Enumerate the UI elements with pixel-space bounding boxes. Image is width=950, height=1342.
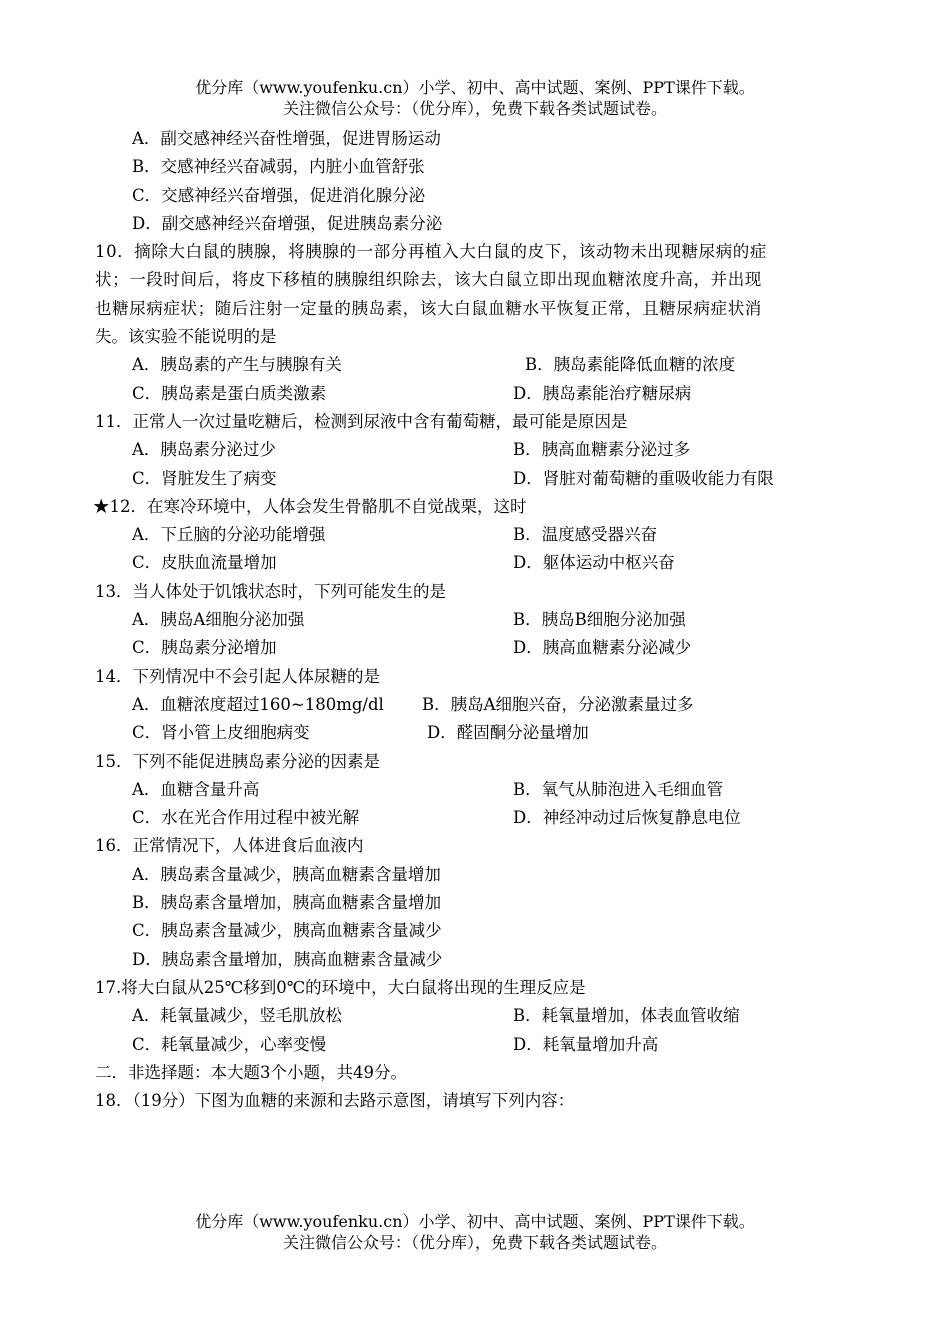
q13-options-row [95,634,857,662]
q11-options-row [95,436,857,464]
q15-option-a: A．血糖含量升高 [132,779,260,799]
q10-options-row [95,380,857,408]
q15-options-row [95,804,857,832]
q15-option-c: C．水在光合作用过程中被光解 [132,808,360,828]
q12-options-row [95,549,857,577]
q15-option-b: B．氧气从肺泡进入毛细血管 [513,779,724,799]
q11-option-c: C．肾脏发生了病变 [132,468,277,488]
q13-option-b: B．胰岛B细胞分泌加强 [513,610,686,630]
q10-stem-line: 状；一段时间后，将皮下移植的胰腺组织除去，该大白鼠立即出现血糖浓度升高，并出现 [95,270,762,290]
q13-option-c: C．胰岛素分泌增加 [132,638,277,658]
q10-option-c: C．胰岛素是蛋白质类激素 [132,383,327,403]
q9-option-d: D．副交感神经兴奋增强，促进胰岛素分泌 [132,213,443,233]
q13-option-d: D．胰高血糖素分泌减少 [513,638,692,658]
q12-option-c: C．皮肤血流量增加 [132,553,277,573]
q14-option-d: D．醛固酮分泌量增加 [427,723,589,743]
header-line-2: 关注微信公众号：（优分库），免费下载各类试题试卷。 [282,99,667,118]
q17-options-row [95,1002,857,1030]
q12-option-d: D．躯体运动中枢兴奋 [513,553,675,573]
q17-option-d: D．耗氧量增加升高 [513,1034,659,1054]
q14-option-c: C．肾小管上皮细胞病变 [132,723,310,743]
q14-options-row [95,691,857,719]
q15-stem: 15．下列不能促进胰岛素分泌的因素是 [95,751,380,771]
q10-stem-line: 10．摘除大白鼠的胰腺，将胰腺的一部分再植入大白鼠的皮下，该动物未出现糖尿病的症 [95,242,767,262]
q14-options-row [95,719,857,747]
q16-option-a: A．胰岛素含量减少，胰高血糖素含量增加 [132,864,441,884]
q14-option-b: B．胰岛A细胞兴奋，分泌激素量过多 [422,694,694,714]
q10-options-row [95,351,857,379]
q11-option-b: B．胰高血糖素分泌过多 [513,440,691,460]
q16-option-c: C．胰岛素含量减少，胰高血糖素含量减少 [132,921,442,941]
q16-option-d: D．胰岛素含量增加，胰高血糖素含量减少 [132,949,443,969]
q13-stem: 13．当人体处于饥饿状态时，下列可能发生的是 [95,581,446,601]
footer-line-2: 关注微信公众号：（优分库），免费下载各类试题试卷。 [282,1233,667,1252]
q12-stem: ★12．在寒冷环境中，人体会发生骨骼肌不自觉战栗，这时 [93,496,527,516]
q14-option-a: A．血糖浓度超过160~180mg/dl [132,694,384,714]
q10-stem-line: 失。该实验不能说明的是 [95,327,277,347]
q13-options-row [95,606,857,634]
q11-option-a: A．胰岛素分泌过少 [132,440,276,460]
question-content [95,125,857,1115]
q9-option-c: C．交感神经兴奋增强，促进消化腺分泌 [132,185,426,205]
q14-stem: 14．下列情况中不会引起人体尿糖的是 [95,666,380,686]
header-banner [0,77,950,119]
q10-stem-line: 也糖尿病症状；随后注射一定量的胰岛素，该大白鼠血糖水平恢复正常，且糖尿病症状消 [95,298,762,318]
q17-option-c: C．耗氧量减少，心率变慢 [132,1034,327,1054]
q16-option-b: B．胰岛素含量增加，胰高血糖素含量增加 [132,893,442,913]
q16-stem: 16．正常情况下，人体进食后血液内 [95,836,364,856]
section-2-heading: 二．非选择题：本大题3个小题，共49分。 [95,1062,407,1082]
q17-option-a: A．耗氧量减少，竖毛肌放松 [132,1006,342,1026]
footer-banner [0,1211,950,1253]
q17-options-row [95,1031,857,1059]
header-line-1: 优分库（www.youfenku.cn）小学、初中、高中试题、案例、PPT课件下载。 [195,78,755,97]
q9-option-b: B．交感神经兴奋减弱，内脏小血管舒张 [132,157,425,177]
q10-option-a: A．胰岛素的产生与胰腺有关 [132,355,342,375]
q17-stem: 17.将大白鼠从25℃移到0℃的环境中，大白鼠将出现的生理反应是 [95,977,586,997]
q11-stem: 11．正常人一次过量吃糖后，检测到尿液中含有葡萄糖，最可能是原因是 [95,411,628,431]
q10-option-d: D．胰岛素能治疗糖尿病 [513,383,692,403]
q15-options-row [95,776,857,804]
footer-line-1: 优分库（www.youfenku.cn）小学、初中、高中试题、案例、PPT课件下载。 [195,1212,755,1231]
q17-option-b: B．耗氧量增加，体表血管收缩 [513,1006,740,1026]
q12-options-row [95,521,857,549]
q11-option-d: D．肾脏对葡萄糖的重吸收能力有限 [513,468,774,488]
q11-options-row [95,465,857,493]
q12-option-a: A．下丘脑的分泌功能增强 [132,525,326,545]
q18-stem: 18．（19分）下图为血糖的来源和去路示意图，请填写下列内容： [95,1091,575,1111]
q12-option-b: B．温度感受器兴奋 [513,525,658,545]
q9-option-a: A．副交感神经兴奋性增强，促进胃肠运动 [132,129,441,148]
q13-option-a: A．胰岛A细胞分泌加强 [132,610,305,630]
q10-stem [95,238,857,351]
q15-option-d: D．神经冲动过后恢复静息电位 [513,808,741,828]
q10-option-b: B．胰岛素能降低血糖的浓度 [525,355,736,375]
